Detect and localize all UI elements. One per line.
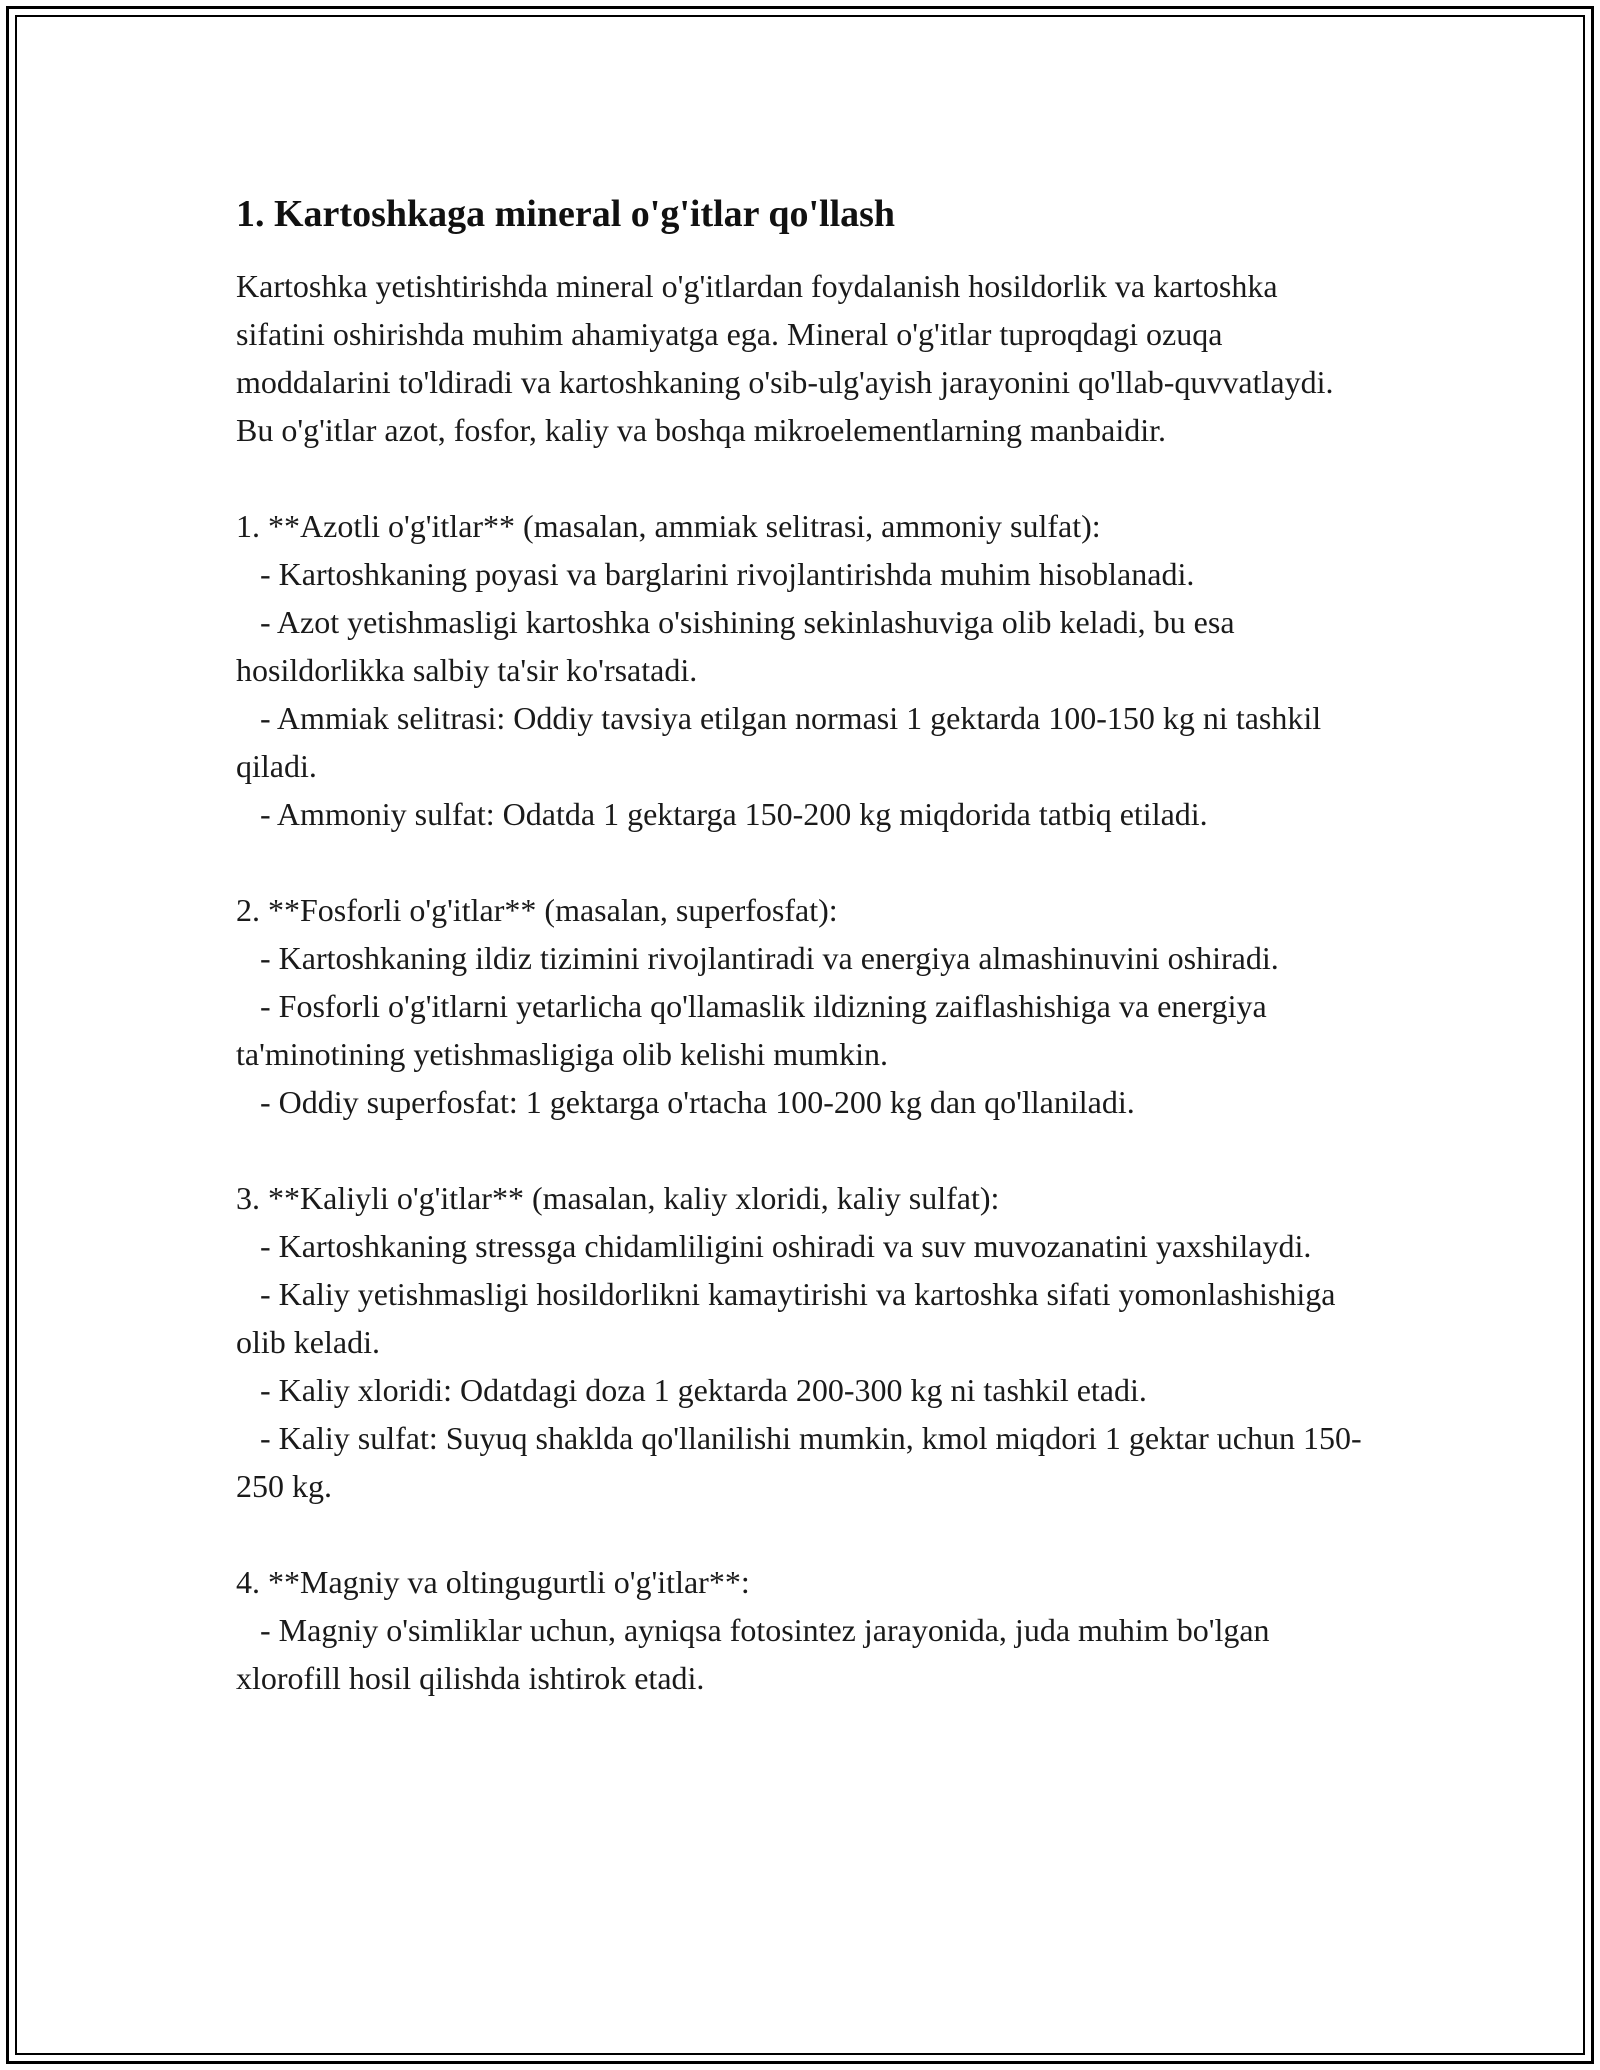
list-item: - Ammoniy sulfat: Odatda 1 gektarga 150-200 kg miqdorida tatbiq etiladi. — [236, 796, 1208, 832]
section-magnesium-sulfur — [236, 1558, 1366, 1702]
list-item: - Azot yetishmasligi kartoshka o'sishining sekinlashuviga olib keladi, bu esa hosildorlikka salbiy ta'sir ko'rsatadi. — [236, 604, 1243, 688]
intro-paragraph: Kartoshka yetishtirishda mineral o'g'itlardan foydalanish hosildorlik va kartoshka sifatini oshirishda muhim ahamiyatga ega. Mineral o'g'itlar tuproqdagi ozuqa moddalarini to'ldiradi va kartoshkaning o'sib-ulg'ayish jarayonini qo'llab-quvvatlaydi. Bu o'g'itlar azot, fosfor, kaliy va boshqa mikroelementlarning manbaidir. — [236, 268, 1334, 448]
document-title: 1. Kartoshkaga mineral o'g'itlar qo'llash — [236, 193, 896, 235]
document-body — [236, 186, 1366, 1750]
list-item: - Kaliy sulfat: Suyuq shaklda qo'llanilishi mumkin, kmol miqdori 1 gektar uchun 150-250 kg. — [236, 1420, 1362, 1504]
list-item: - Magniy o'simliklar uchun, ayniqsa fotosintez jarayonida, juda muhim bo'lgan xlorofill hosil qilishda ishtirok etadi. — [236, 1612, 1278, 1696]
section-heading: 4. **Magniy va oltingugurtli o'g'itlar**: — [236, 1564, 750, 1600]
list-item: - Kartoshkaning ildiz tizimini rivojlantiradi va energiya almashinuvini oshiradi. — [236, 940, 1279, 976]
section-heading: 3. **Kaliyli o'g'itlar** (masalan, kaliy xloridi, kaliy sulfat): — [236, 1180, 1000, 1216]
section-potassium — [236, 1174, 1366, 1510]
section-nitrogen — [236, 502, 1366, 838]
section-heading: 2. **Fosforli o'g'itlar** (masalan, superfosfat): — [236, 892, 838, 928]
list-item: - Fosforli o'g'itlarni yetarlicha qo'llamaslik ildizning zaiflashishiga va energiya ta'minotining yetishmasligiga olib kelishi mumkin. — [236, 988, 1275, 1072]
section-phosphorus — [236, 886, 1366, 1126]
list-item: - Oddiy superfosfat: 1 gektarga o'rtacha 100-200 kg dan qo'llaniladi. — [236, 1084, 1135, 1120]
list-item: - Kartoshkaning poyasi va barglarini rivojlantirishda muhim hisoblanadi. — [236, 556, 1195, 592]
list-item: - Ammiak selitrasi: Oddiy tavsiya etilgan normasi 1 gektarda 100-150 kg ni tashkil qiladi. — [236, 700, 1330, 784]
list-item: - Kartoshkaning stressga chidamliligini oshiradi va suv muvozanatini yaxshilaydi. — [236, 1228, 1312, 1264]
section-heading: 1. **Azotli o'g'itlar** (masalan, ammiak selitrasi, ammoniy sulfat): — [236, 508, 1101, 544]
list-item: - Kaliy yetishmasligi hosildorlikni kamaytirishi va kartoshka sifati yomonlashishiga olib keladi. — [236, 1276, 1344, 1360]
list-item: - Kaliy xloridi: Odatdagi doza 1 gektarda 200-300 kg ni tashkil etadi. — [236, 1372, 1147, 1408]
